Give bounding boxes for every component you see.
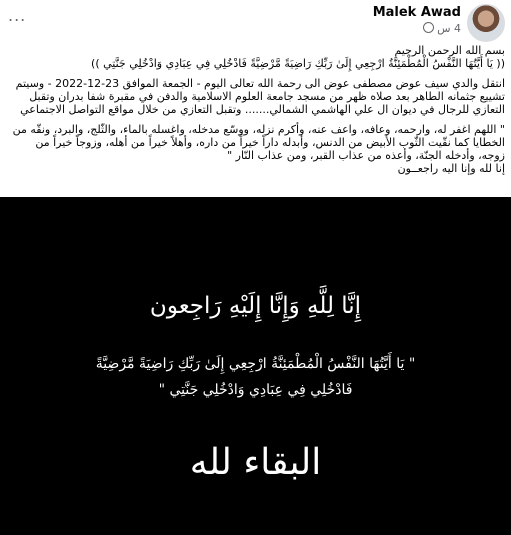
globe-icon (423, 22, 434, 33)
basmala-line: بسم الله الرحمن الرحيم (394, 44, 505, 57)
post-timestamp[interactable]: 4 س (437, 22, 461, 35)
more-options-button[interactable]: ... (8, 6, 27, 25)
condolence-image[interactable] (0, 197, 511, 535)
image-line-1: إِنَّا لِلَّهِ وَإِنَّا إِلَيْهِ رَاجِعون (149, 293, 362, 319)
closing-line: إنا لله وإنا اليه راجعــون (397, 162, 505, 175)
prayer-paragraph: " اللهم اغفر له، وارحمه، وعافه، واعف عنه، وأكرم نزله، ووسّع مدخله، واغسله بالماء، والثّلج، والبرد، ونقّه من الخطايا كما نقّيت الثّوب الأبيض من الدنس، وأبدله داراً خيراً من داره، وأهلاً خيراً من أهله، وزوجاً خيراً من زوجه، وأدخله الجنّة، وأعذه من عذاب القبر، ومن عذاب النّار " (12, 123, 505, 162)
image-line-3: فَادْخُلِي فِي عِبَادِي وَادْخُلِي جَنَّتِي " (158, 382, 353, 398)
post-meta (420, 22, 461, 35)
post-header (0, 0, 511, 40)
image-line-2: " يَا أَيَّتُهَا النَّفْسُ الْمُطْمَئِنَّةُ ارْجِعِي إِلَىٰ رَبِّكِ رَاضِيَةً مَّرْضِيَّةً (95, 356, 416, 372)
verse-line: (( يَا أَيَّتُهَا النَّفْسُ الْمُطْمَئِنَّةُ ارْجِعِي إِلَىٰ رَبِّكِ رَاضِيَةً مَّرْضِيَّةً فَادْخُلِي فِي عِبَادِي وَادْخُلِي جَنَّتِي )) (91, 57, 505, 70)
post-text (8, 44, 505, 175)
image-line-4: البقاء لله (189, 442, 322, 483)
author-name[interactable]: Malek Awad (372, 5, 461, 20)
announcement-paragraph: انتقل والدي سيف عوض مصطفى عوض الى رحمة الله تعالى اليوم - الجمعة الموافق 23-12-2022 - وسيتم تشييع جثمانه الطاهر بعد صلاه ظهر من مسجد جامعة العلوم الاسلامية والدفن في مقبرة شفا بدران وتقبل التعازي للرجال في ديوان ال علي الهاشمي الشمالي....... وتقبل التعازي من خلال مواقع التواصل الاجتماعي (15, 77, 505, 116)
avatar[interactable] (467, 4, 505, 42)
